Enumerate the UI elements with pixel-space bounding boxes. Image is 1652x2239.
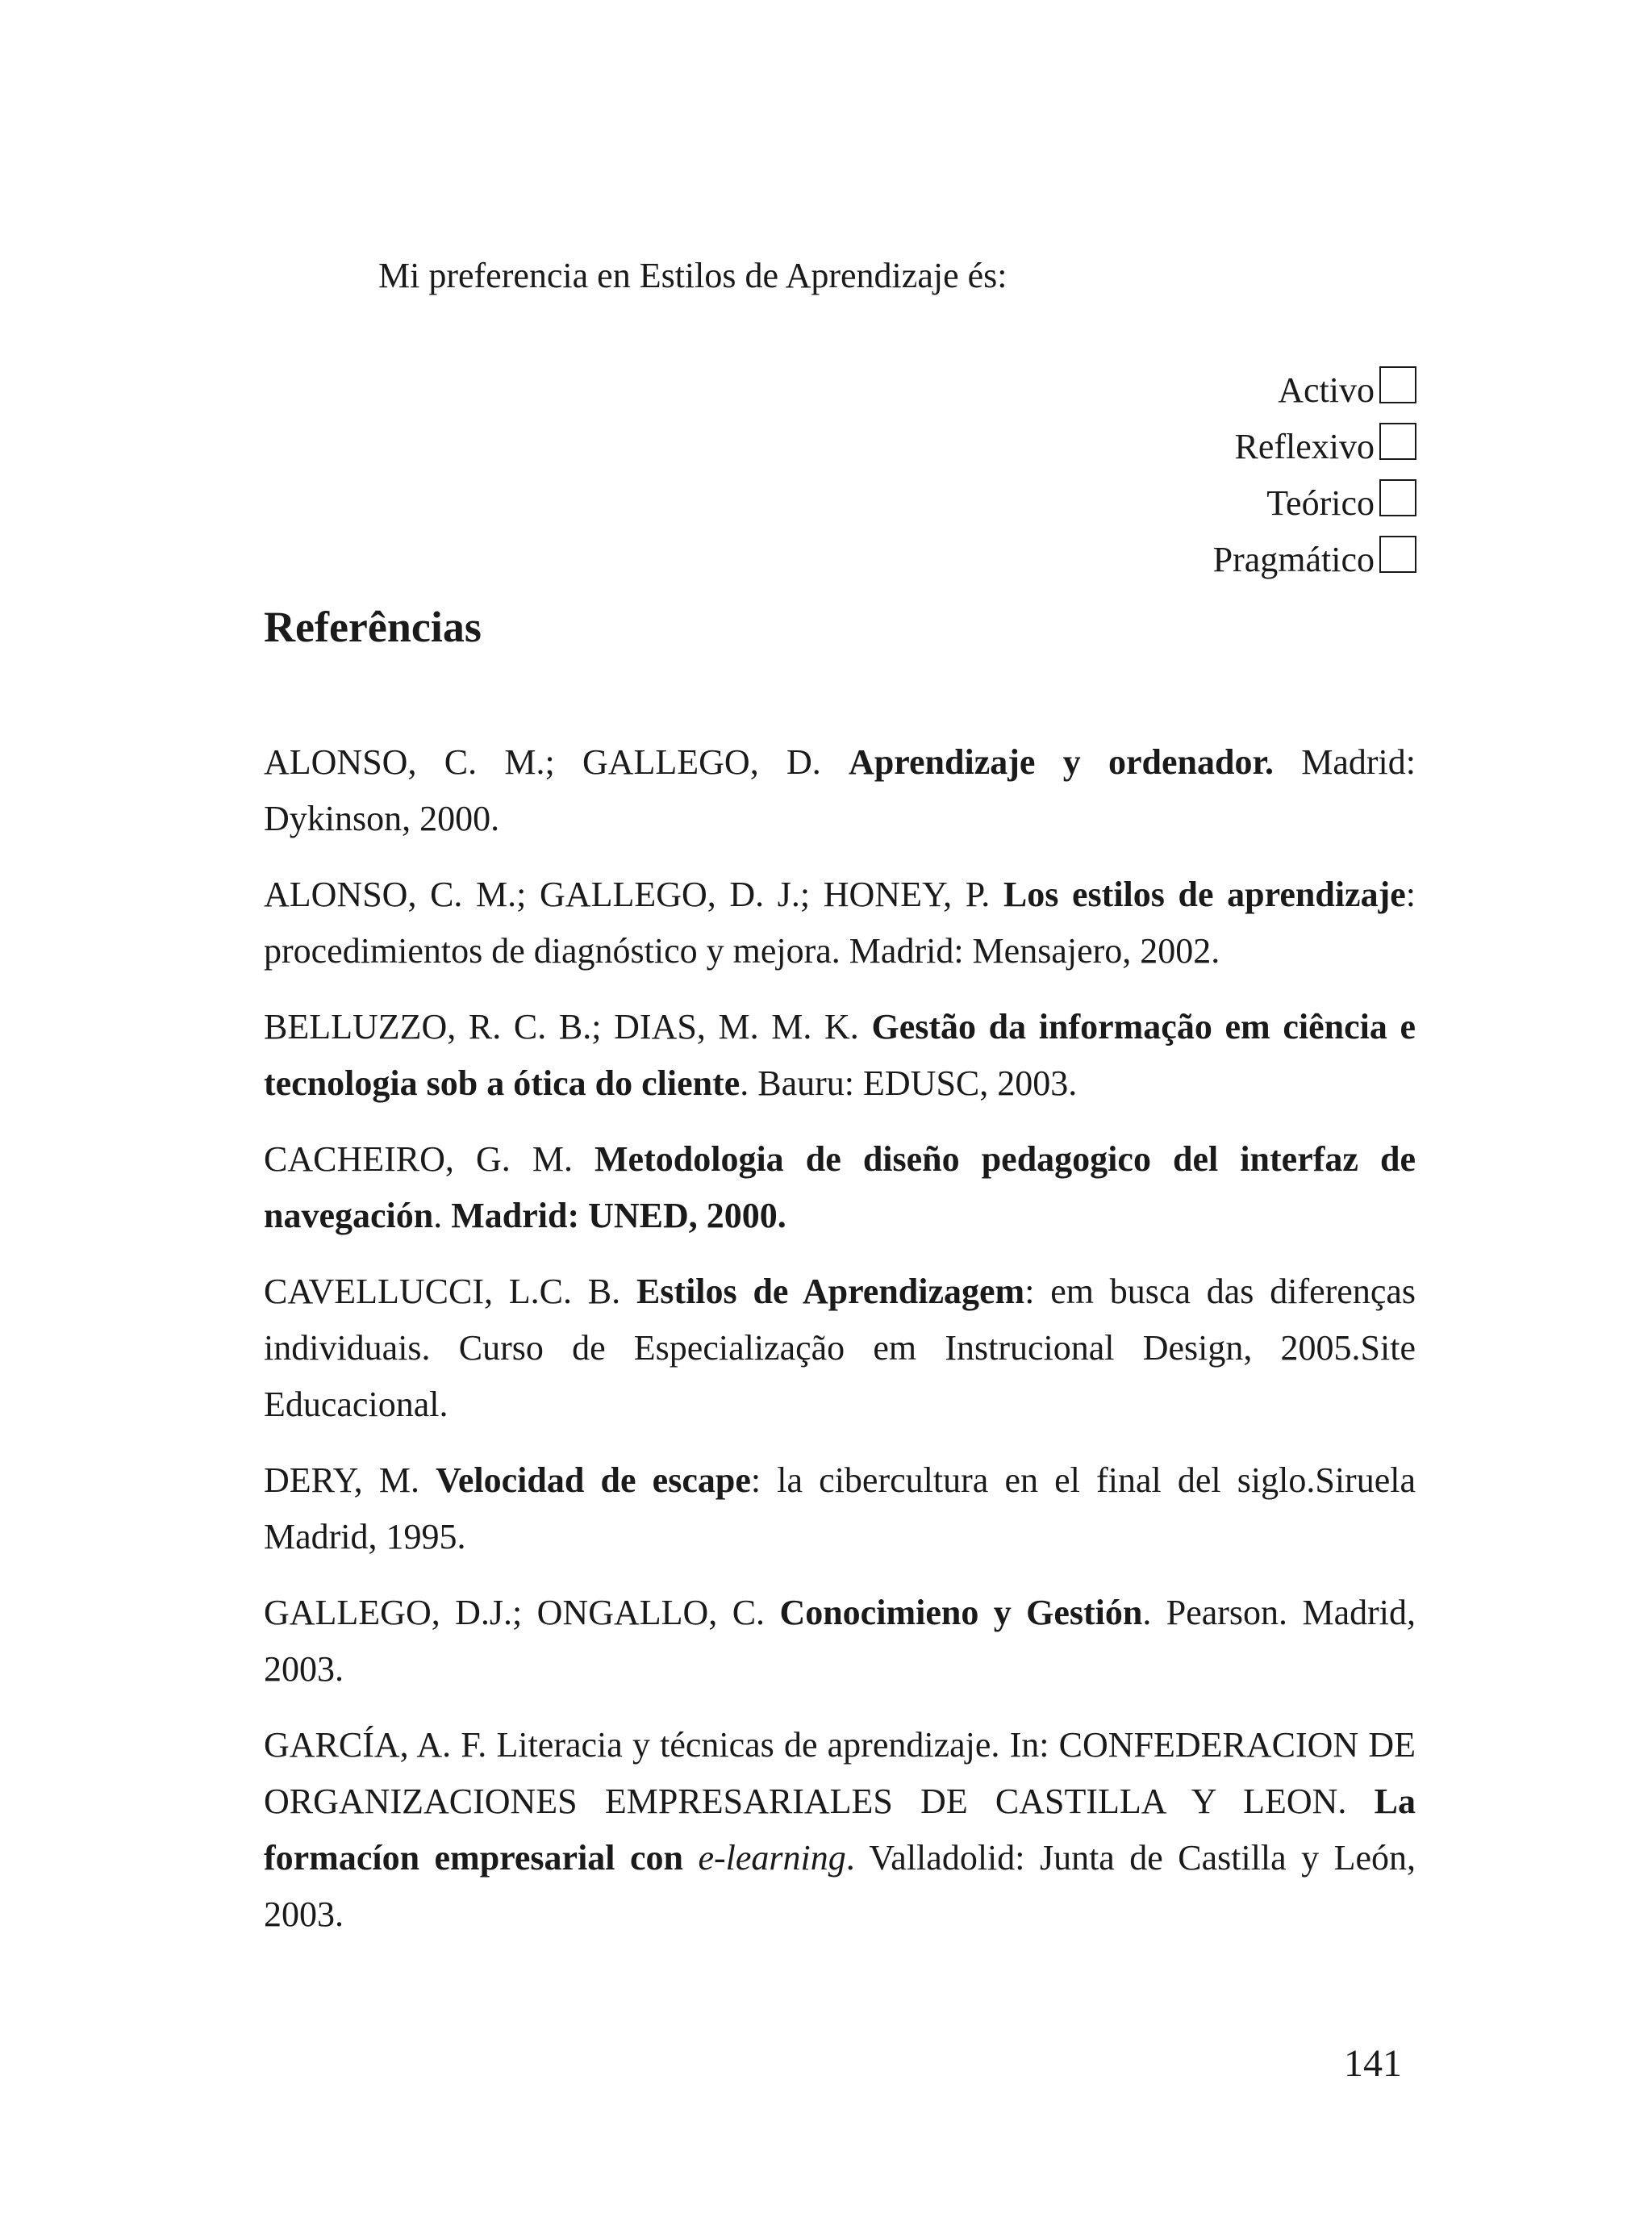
ref-text: GARCÍA, A. F. Literacia y técnicas de aprendizaje. In: CONFEDERACION DE ORGANIZACIONES EMPRESARIALES DE CASTILLA Y LEON. <box>264 1725 1416 1821</box>
checklist-label: Pragmático <box>1212 539 1375 579</box>
reference-entry <box>264 999 1416 1112</box>
ref-title: Gestão da informação em ciência e tecnologia sob a ótica do cliente <box>264 1007 1416 1103</box>
ref-text: : la cibercultura en el final del siglo.Siruela Madrid, 1995. <box>264 1460 1416 1556</box>
intro-text: Mi preferencia en Estilos de Aprendizaje és: <box>378 256 1007 295</box>
ref-text: : procedimientos de diagnóstico y mejora. Madrid: Mensajero, 2002. <box>264 875 1416 971</box>
ref-title: Velocidad de escape <box>436 1460 751 1500</box>
ref-text: : em busca das diferenças individuais. Curso de Especialização em Instrucional Design, 2005.Site Educacional. <box>264 1272 1416 1424</box>
ref-text: ALONSO, C. M.; GALLEGO, D. <box>264 742 849 782</box>
ref-text: CACHEIRO, G. M. <box>264 1139 595 1179</box>
ref-title-italic: e-learning <box>698 1838 846 1878</box>
checkbox[interactable] <box>1379 536 1416 573</box>
ref-title: Los estilos de aprendizaje <box>1003 875 1406 914</box>
checkbox[interactable] <box>1379 423 1416 460</box>
page-number: 141 <box>1344 2042 1402 2085</box>
checkbox[interactable] <box>1379 366 1416 403</box>
ref-title: La formacíon empresarial con <box>264 1782 1416 1878</box>
ref-title: Conocimieno y Gestión <box>779 1593 1143 1632</box>
checkbox[interactable] <box>1379 479 1416 516</box>
checklist-item-pragmatico[interactable] <box>1213 531 1416 587</box>
checklist-label: Activo <box>1278 370 1375 410</box>
reference-entry <box>264 1585 1416 1698</box>
reference-entry <box>264 1452 1416 1565</box>
ref-text: DERY, M. <box>264 1460 436 1500</box>
reference-entry <box>264 1264 1416 1433</box>
ref-publisher: Madrid: UNED, 2000. <box>451 1196 786 1235</box>
ref-title: Aprendizaje y ordenador. <box>849 742 1274 782</box>
checklist-item-reflexivo[interactable] <box>1213 418 1416 474</box>
checklist-item-teorico[interactable] <box>1213 474 1416 531</box>
reference-entry <box>264 1131 1416 1244</box>
learning-styles-checklist <box>1213 361 1416 587</box>
ref-title: Metodologia de diseño pedagogico del interfaz de navegación <box>264 1139 1416 1235</box>
ref-text: CAVELLUCCI, L.C. B. <box>264 1272 636 1311</box>
ref-text: . <box>433 1196 452 1235</box>
reference-entry <box>264 867 1416 980</box>
ref-text: ALONSO, C. M.; GALLEGO, D. J.; HONEY, P. <box>264 875 1003 914</box>
checklist-label: Teórico <box>1266 482 1375 523</box>
ref-title: Estilos de Aprendizagem <box>636 1272 1025 1311</box>
ref-text: Madrid: Dykinson, 2000. <box>264 742 1416 838</box>
ref-text: GALLEGO, D.J.; ONGALLO, C. <box>264 1593 780 1632</box>
ref-text: . Pearson. Madrid, 2003. <box>264 1593 1416 1689</box>
reference-entry <box>264 734 1416 847</box>
ref-text: . Valladolid: Junta de Castilla y León, 2003. <box>264 1838 1416 1934</box>
checklist-item-activo[interactable] <box>1213 361 1416 418</box>
checklist-label: Reflexivo <box>1234 426 1375 466</box>
section-title: Referências <box>264 603 482 651</box>
ref-text: BELLUZZO, R. C. B.; DIAS, M. M. K. <box>264 1007 872 1046</box>
ref-text: . Bauru: EDUSC, 2003. <box>740 1063 1078 1103</box>
reference-list <box>264 734 1416 1962</box>
reference-entry <box>264 1717 1416 1943</box>
